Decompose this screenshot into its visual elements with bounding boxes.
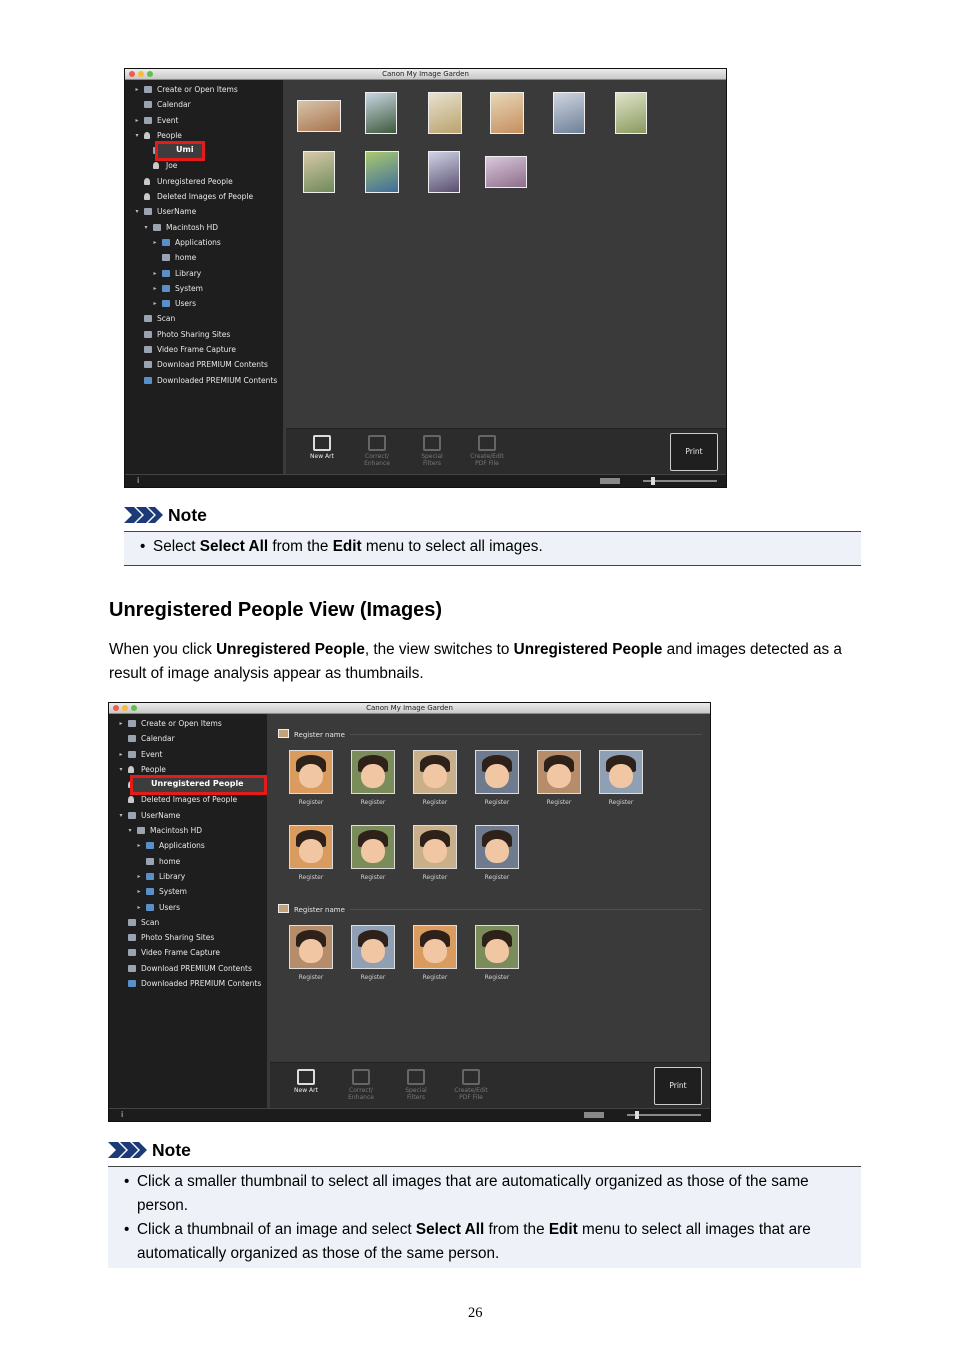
register-link[interactable]: Register — [298, 799, 324, 806]
bold-term: Edit — [332, 538, 362, 555]
bullet: • — [124, 1221, 130, 1238]
photo-thumbnail[interactable] — [365, 151, 399, 193]
group-photo-icon — [278, 729, 289, 738]
face-skin — [299, 764, 323, 788]
sidebar-item-deleted-images-of-people[interactable] — [109, 792, 267, 807]
register-link[interactable]: Register — [484, 974, 510, 981]
note-label: Note — [152, 1140, 191, 1160]
sidebar-item-create-or-open-items[interactable] — [109, 716, 267, 731]
face-thumbnail[interactable] — [351, 825, 395, 869]
info-icon[interactable]: i — [121, 1110, 124, 1119]
chevron-right-icon[interactable]: ▸ — [137, 872, 141, 880]
window-titlebar — [125, 69, 726, 80]
sidebar — [109, 714, 270, 1109]
tool-label: Correct/ Enhance — [364, 453, 390, 467]
register-link[interactable]: Register — [484, 799, 510, 806]
sidebar-item-event[interactable] — [125, 113, 283, 128]
sidebar-item-scan[interactable] — [109, 915, 267, 930]
sidebar-item-label: Calendar — [157, 100, 191, 110]
sidebar-item-label: Create or Open Items — [141, 719, 222, 728]
sidebar-item-calendar[interactable] — [125, 97, 283, 112]
folder-icon — [144, 377, 152, 384]
tool-icon — [313, 435, 331, 451]
sidebar-item-label: Create or Open Items — [157, 85, 238, 94]
text-run: menu to select all images that are automatically organized as those of the same person. — [137, 1221, 811, 1262]
sidebar-item-label: Calendar — [141, 734, 175, 744]
face-thumbnail[interactable] — [413, 750, 457, 794]
sidebar-item-username[interactable] — [109, 808, 267, 823]
bold-term: Select All — [199, 538, 269, 555]
person-icon — [153, 162, 159, 169]
register-link[interactable]: Register — [422, 799, 448, 806]
face-thumbnail[interactable] — [351, 925, 395, 969]
face-skin — [609, 764, 633, 788]
item-icon — [144, 361, 152, 368]
sidebar-item-video-frame-capture[interactable] — [109, 945, 267, 960]
item-icon — [162, 254, 170, 261]
tool-label: New Art — [294, 1087, 318, 1094]
tool-correct--button[interactable] — [339, 1069, 383, 1101]
photo-thumbnail[interactable] — [615, 92, 647, 134]
chevron-down-icon[interactable]: ▾ — [119, 811, 123, 819]
sidebar-item-create-or-open-items[interactable] — [125, 82, 283, 97]
sidebar-item-label: UserName — [141, 810, 181, 820]
folder-icon — [146, 873, 154, 880]
tool-icon — [297, 1069, 315, 1085]
chevron-right-icon[interactable]: ▸ — [153, 284, 157, 292]
window-titlebar — [109, 703, 710, 714]
traffic-lights[interactable] — [113, 705, 137, 711]
view-mode-icon[interactable] — [600, 478, 620, 484]
register-name-label[interactable]: Register name — [294, 731, 345, 739]
info-icon[interactable]: i — [137, 476, 140, 485]
register-link[interactable]: Register — [484, 874, 510, 881]
sidebar-item-label: Download PREMIUM Contents — [141, 963, 252, 973]
sidebar-item-label: Library — [175, 268, 202, 278]
chevron-down-icon[interactable]: ▾ — [135, 131, 139, 139]
item-icon — [153, 224, 161, 231]
register-group-header — [278, 729, 345, 739]
item-icon — [128, 919, 136, 926]
person-icon — [144, 178, 150, 185]
window-title: Canon My Image Garden — [382, 70, 469, 78]
tool-icon — [478, 435, 496, 451]
chevron-right-icon[interactable]: ▸ — [137, 888, 141, 896]
item-icon — [144, 346, 152, 353]
sidebar-item-label: System — [175, 283, 203, 293]
item-icon — [144, 331, 152, 338]
face-thumbnail[interactable] — [289, 925, 333, 969]
tool-label: New Art — [310, 453, 334, 460]
item-icon — [128, 934, 136, 941]
note2-text-1 — [137, 1170, 846, 1218]
sidebar-item-label: System — [159, 887, 187, 897]
sidebar-item-label: Video Frame Capture — [141, 948, 220, 958]
face-thumbnail[interactable] — [475, 925, 519, 969]
person-icon — [128, 766, 134, 773]
sidebar-item-label: Scan — [157, 314, 176, 324]
sidebar-item-label: Joe — [166, 161, 178, 171]
face-skin — [299, 939, 323, 963]
sidebar-item-label: People — [157, 130, 182, 140]
sidebar-item-label: Applications — [159, 841, 205, 851]
sidebar-item-event[interactable] — [109, 747, 267, 762]
photo-thumbnail[interactable] — [297, 100, 341, 132]
person-icon — [144, 132, 150, 139]
face-thumbnail-area — [270, 714, 710, 1109]
bold-term: Unregistered People — [216, 641, 365, 658]
photo-thumbnail[interactable] — [553, 92, 585, 134]
tool-label: Special Filters — [421, 453, 443, 467]
sidebar-item-home[interactable] — [125, 250, 283, 265]
text-run: Click a thumbnail of an image and select — [137, 1221, 416, 1238]
tool-icon — [423, 435, 441, 451]
chevron-down-icon[interactable]: ▾ — [144, 223, 148, 231]
photo-thumbnail[interactable] — [428, 151, 460, 193]
face-skin — [361, 764, 385, 788]
sidebar — [125, 80, 286, 475]
face-skin — [485, 764, 509, 788]
sidebar-item-label: People — [141, 764, 166, 774]
sidebar-item-download-premium-contents[interactable] — [125, 357, 283, 372]
item-icon — [144, 208, 152, 215]
text-run: When you click — [109, 641, 217, 658]
face-thumbnail[interactable] — [413, 825, 457, 869]
sidebar-item-applications[interactable] — [109, 838, 267, 853]
chevron-right-icon[interactable]: ▸ — [153, 300, 157, 308]
face-thumbnail[interactable] — [289, 750, 333, 794]
person-icon — [144, 193, 150, 200]
sidebar-item-unregistered-people[interactable] — [125, 174, 283, 189]
zoom-slider-handle[interactable] — [651, 477, 655, 485]
sidebar-item-video-frame-capture[interactable] — [125, 342, 283, 357]
sidebar-item-calendar[interactable] — [109, 731, 267, 746]
chevron-right-icon[interactable]: ▸ — [137, 903, 141, 911]
face-skin — [547, 764, 571, 788]
sidebar-item-deleted-images-of-people[interactable] — [125, 189, 283, 204]
sidebar-item-umi[interactable] — [125, 143, 283, 158]
selected-item-label[interactable]: Unregistered People — [133, 778, 264, 792]
status-bar — [125, 474, 726, 487]
tool-special-button[interactable] — [410, 435, 454, 467]
app-window-unregistered — [108, 702, 711, 1122]
face-thumbnail[interactable] — [599, 750, 643, 794]
section-paragraph — [109, 638, 854, 686]
chevron-right-icon[interactable]: ▸ — [137, 842, 141, 850]
face-skin — [361, 939, 385, 963]
register-link[interactable]: Register — [298, 874, 324, 881]
text-run: from the — [268, 538, 333, 555]
item-icon — [128, 949, 136, 956]
chevron-right-icon[interactable]: ▸ — [135, 86, 139, 93]
register-link[interactable]: Register — [298, 974, 324, 981]
traffic-lights[interactable] — [129, 71, 153, 77]
tool-icon — [368, 435, 386, 451]
status-bar — [109, 1108, 710, 1121]
note1-text — [153, 535, 543, 559]
folder-icon — [146, 888, 154, 895]
sidebar-item-label: Downloaded PREMIUM Contents — [157, 375, 278, 385]
folder-icon — [128, 980, 136, 987]
text-run: Click a smaller thumbnail to select all images that are automatically organized as those of the same person. — [137, 1173, 809, 1214]
bold-term: Edit — [548, 1221, 578, 1238]
note2-text-2 — [137, 1218, 846, 1266]
item-icon — [128, 720, 136, 727]
item-icon — [128, 751, 136, 758]
face-skin — [423, 764, 447, 788]
sidebar-item-label: Users — [175, 299, 197, 309]
sidebar-item-label: Event — [141, 749, 163, 759]
item-icon — [128, 812, 136, 819]
chevron-right-icon[interactable]: ▸ — [119, 720, 123, 727]
tool-icon — [352, 1069, 370, 1085]
sidebar-tree — [125, 82, 283, 388]
sidebar-item-downloaded-premium-contents[interactable] — [109, 976, 267, 991]
sidebar-item-label: Download PREMIUM Contents — [157, 360, 268, 370]
tool-special-button[interactable] — [394, 1069, 438, 1101]
chevron-down-icon[interactable]: ▾ — [119, 765, 123, 773]
chevron-down-icon[interactable]: ▾ — [128, 827, 132, 835]
sidebar-item-library[interactable] — [109, 869, 267, 884]
sidebar-item-label: Deleted Images of People — [141, 795, 238, 805]
register-link[interactable]: Register — [360, 974, 386, 981]
item-icon — [144, 315, 152, 322]
item-icon — [137, 827, 145, 834]
photo-thumbnail[interactable] — [428, 92, 462, 134]
sidebar-item-username[interactable] — [125, 204, 283, 219]
sidebar-item-applications[interactable] — [125, 235, 283, 250]
folder-icon — [146, 842, 154, 849]
tool-icon — [462, 1069, 480, 1085]
tool-create-edit-button[interactable] — [465, 435, 509, 467]
text-run: and images detected as a result of image analysis appear as thumbnails. — [109, 641, 842, 682]
sidebar-item-library[interactable] — [125, 266, 283, 281]
tool-label: Correct/ Enhance — [348, 1087, 374, 1101]
sidebar-item-label: Event — [157, 115, 179, 125]
sidebar-item-label: Users — [159, 902, 181, 912]
register-link[interactable]: Register — [546, 799, 572, 806]
sidebar-item-label: Library — [159, 871, 186, 881]
face-skin — [485, 839, 509, 863]
register-name-label[interactable]: Register name — [294, 906, 345, 914]
register-link[interactable]: Register — [422, 974, 448, 981]
sidebar-item-users[interactable] — [109, 900, 267, 915]
sidebar-tree — [109, 716, 267, 991]
person-icon — [128, 796, 134, 803]
text-run: menu to select all images. — [361, 538, 543, 555]
group-photo-icon — [278, 904, 289, 913]
print-button[interactable]: Print — [654, 1067, 702, 1105]
register-link[interactable]: Register — [360, 799, 386, 806]
folder-icon — [162, 285, 170, 292]
bullet: • — [124, 1173, 130, 1190]
sidebar-item-label: Photo Sharing Sites — [141, 933, 215, 943]
chevron-right-icon[interactable]: ▸ — [119, 750, 123, 758]
window-title: Canon My Image Garden — [366, 704, 453, 712]
sidebar-item-label: Video Frame Capture — [157, 345, 236, 355]
thumbnail-area — [286, 80, 726, 475]
sidebar-item-label: Downloaded PREMIUM Contents — [141, 979, 262, 989]
note2-item-1 — [124, 1170, 846, 1218]
item-icon — [144, 86, 152, 93]
bold-term: Select All — [415, 1221, 485, 1238]
register-link[interactable]: Register — [608, 799, 634, 806]
face-skin — [423, 939, 447, 963]
chevron-right-icon[interactable]: ▸ — [153, 238, 157, 246]
register-link[interactable]: Register — [422, 874, 448, 881]
text-run: , the view switches to — [364, 641, 514, 658]
photo-thumbnail[interactable] — [303, 151, 335, 193]
tool-new-art-button[interactable] — [300, 435, 344, 460]
face-thumbnail[interactable] — [413, 925, 457, 969]
sidebar-item-system[interactable] — [125, 281, 283, 296]
sidebar-item-system[interactable] — [109, 884, 267, 899]
face-thumbnail[interactable] — [537, 750, 581, 794]
face-skin — [485, 939, 509, 963]
item-icon — [144, 101, 152, 108]
photo-thumbnail[interactable] — [485, 156, 527, 188]
sidebar-item-downloaded-premium-contents[interactable] — [125, 373, 283, 388]
sidebar-item-label: UserName — [157, 207, 197, 217]
print-button[interactable]: Print — [670, 433, 718, 471]
sidebar-item-label: Unregistered People — [157, 176, 233, 186]
sidebar-item-unregistered-people[interactable] — [109, 777, 267, 792]
note-chevron-icon — [124, 507, 164, 523]
group-divider — [350, 909, 702, 910]
text-run: from the — [484, 1221, 549, 1238]
zoom-slider-handle[interactable] — [635, 1111, 639, 1119]
chevron-right-icon[interactable]: ▸ — [153, 269, 157, 277]
tool-correct--button[interactable] — [355, 435, 399, 467]
item-icon — [146, 858, 154, 865]
face-thumbnail[interactable] — [475, 750, 519, 794]
item-icon — [144, 117, 152, 124]
tool-label: Create/Edit PDF File — [470, 453, 504, 467]
folder-icon — [162, 239, 170, 246]
note-label: Note — [168, 505, 207, 525]
bottom-toolbar — [286, 428, 726, 475]
tool-new-art-button[interactable] — [284, 1069, 328, 1094]
sidebar-item-macintosh-hd[interactable] — [125, 220, 283, 235]
section-heading: Unregistered People View (Images) — [109, 599, 443, 621]
sidebar-item-download-premium-contents[interactable] — [109, 961, 267, 976]
page-number: 26 — [468, 1305, 483, 1321]
bottom-toolbar — [270, 1062, 710, 1109]
sidebar-item-label: home — [159, 856, 181, 866]
item-icon — [128, 965, 136, 972]
bullet: • — [140, 538, 146, 555]
sidebar-item-label: Applications — [175, 237, 221, 247]
sidebar-item-users[interactable] — [125, 296, 283, 311]
selected-item-label[interactable]: Umi — [158, 144, 202, 158]
sidebar-item-label: Photo Sharing Sites — [157, 329, 231, 339]
sidebar-item-label: Macintosh HD — [150, 826, 203, 836]
tool-create-edit-button[interactable] — [449, 1069, 493, 1101]
group-divider — [350, 734, 702, 735]
folder-icon — [146, 904, 154, 911]
tool-icon — [407, 1069, 425, 1085]
face-thumbnail[interactable] — [289, 825, 333, 869]
photo-thumbnail[interactable] — [365, 92, 397, 134]
sidebar-item-joe[interactable] — [125, 158, 283, 173]
register-link[interactable]: Register — [360, 874, 386, 881]
folder-icon — [162, 300, 170, 307]
sidebar-item-label: Scan — [141, 917, 160, 927]
text-run: Select — [153, 538, 200, 555]
photo-thumbnail[interactable] — [490, 92, 524, 134]
chevron-down-icon[interactable]: ▾ — [135, 208, 139, 216]
sidebar-item-label: home — [175, 253, 197, 263]
face-skin — [361, 839, 385, 863]
sidebar-item-photo-sharing-sites[interactable] — [109, 930, 267, 945]
face-skin — [423, 839, 447, 863]
face-thumbnail[interactable] — [475, 825, 519, 869]
app-window-people — [124, 68, 727, 488]
register-group-header — [278, 904, 345, 914]
item-icon — [128, 735, 136, 742]
sidebar-item-label: Macintosh HD — [166, 222, 219, 232]
note-chevron-icon — [108, 1142, 148, 1158]
chevron-right-icon[interactable]: ▸ — [135, 116, 139, 124]
folder-icon — [162, 270, 170, 277]
sidebar-item-macintosh-hd[interactable] — [109, 823, 267, 838]
sidebar-item-label: Deleted Images of People — [157, 192, 254, 202]
tool-label: Create/Edit PDF File — [454, 1087, 488, 1101]
sidebar-item-scan[interactable] — [125, 311, 283, 326]
tool-label: Special Filters — [405, 1087, 427, 1101]
note2-item-2 — [124, 1218, 846, 1266]
face-thumbnail[interactable] — [351, 750, 395, 794]
bold-term: Unregistered People — [513, 641, 663, 658]
sidebar-item-home[interactable] — [109, 854, 267, 869]
sidebar-item-photo-sharing-sites[interactable] — [125, 327, 283, 342]
face-skin — [299, 839, 323, 863]
view-mode-icon[interactable] — [584, 1112, 604, 1118]
